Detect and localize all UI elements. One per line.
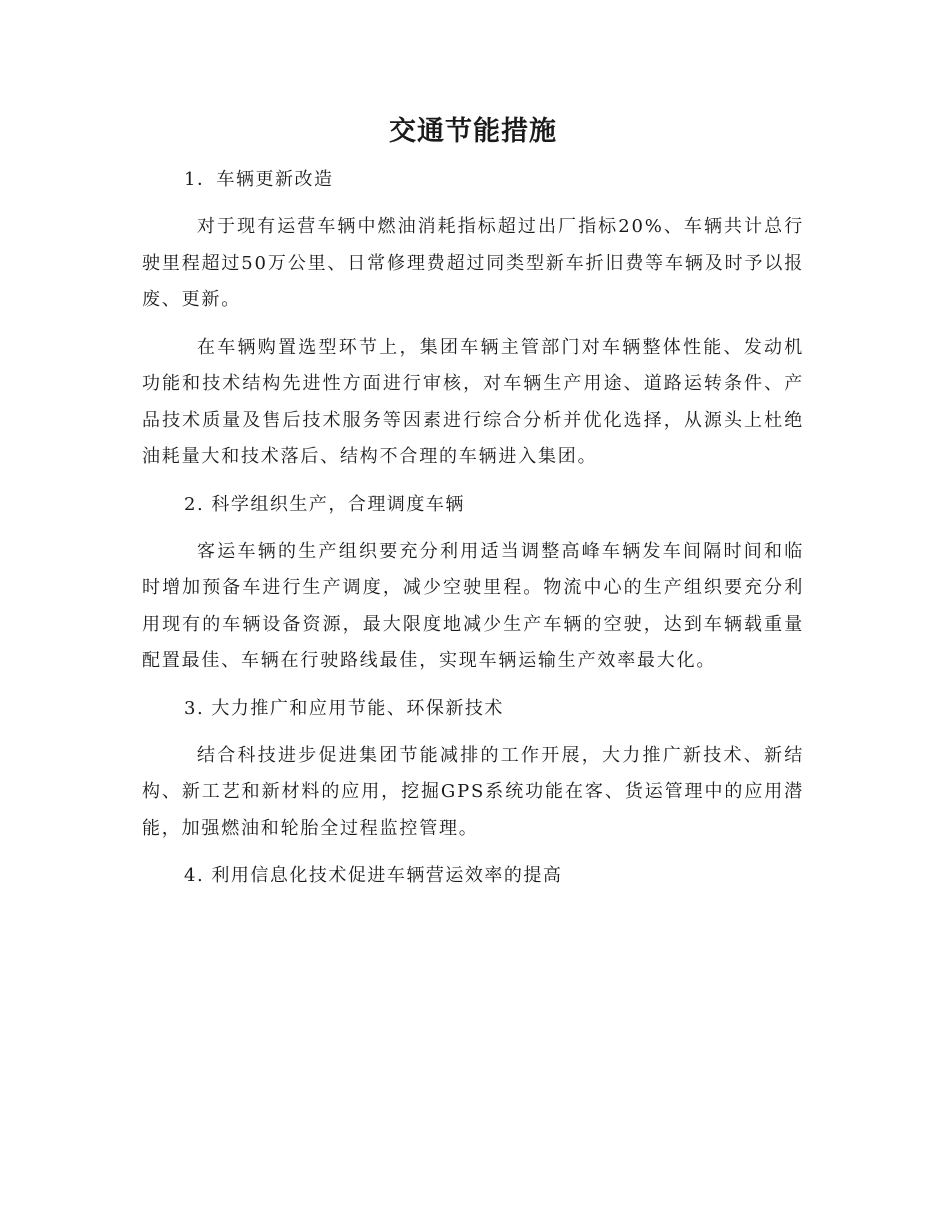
section-1-paragraph-1: 对于现有运营车辆中燃油消耗指标超过出厂指标20%、车辆共计总行驶里程超过50万公里、日常修理费超过同类型新车折旧费等车辆及时予以报废、更新。 <box>142 216 804 310</box>
section-heading-3: 3. 大力推广和应用节能、环保新技术 <box>184 697 504 719</box>
document-body <box>142 112 804 905</box>
section-heading-4: 4. 利用信息化技术促进车辆营运效率的提高 <box>184 865 563 886</box>
section-2-paragraph-1: 客运车辆的生产组织要充分利用适当调整高峰车辆发车间隔时间和临时增加预备车进行生产调度，减少空驶里程。物流中心的生产组织要充分利用现有的车辆设备资源，最大限度地减少生产车辆的空驶，达到车辆载重量配置最佳、车辆在行驶路线最佳，实现车辆运输生产效率最大化。 <box>142 540 804 671</box>
section-1-paragraph-2: 在车辆购置选型环节上，集团车辆主管部门对车辆整体性能、发动机功能和技术结构先进性方面进行审核，对车辆生产用途、道路运转条件、产品技术质量及售后技术服务等因素进行综合分析并优化选择，从源头上杜绝油耗量大和技术落后、结构不合理的车辆进入集团。 <box>142 336 804 467</box>
section-heading-2: 2. 科学组织生产，合理调度车辆 <box>184 493 465 515</box>
section-heading-1: 1．车辆更新改造 <box>184 169 334 190</box>
section-3-paragraph-1: 结合科技进步促进集团节能减排的工作开展，大力推广新技术、新结构、新工艺和新材料的应用，挖掘GPS系统功能在客、货运管理中的应用潜能，加强燃油和轮胎全过程监控管理。 <box>142 744 804 839</box>
page-title: 交通节能措施 <box>389 116 557 147</box>
